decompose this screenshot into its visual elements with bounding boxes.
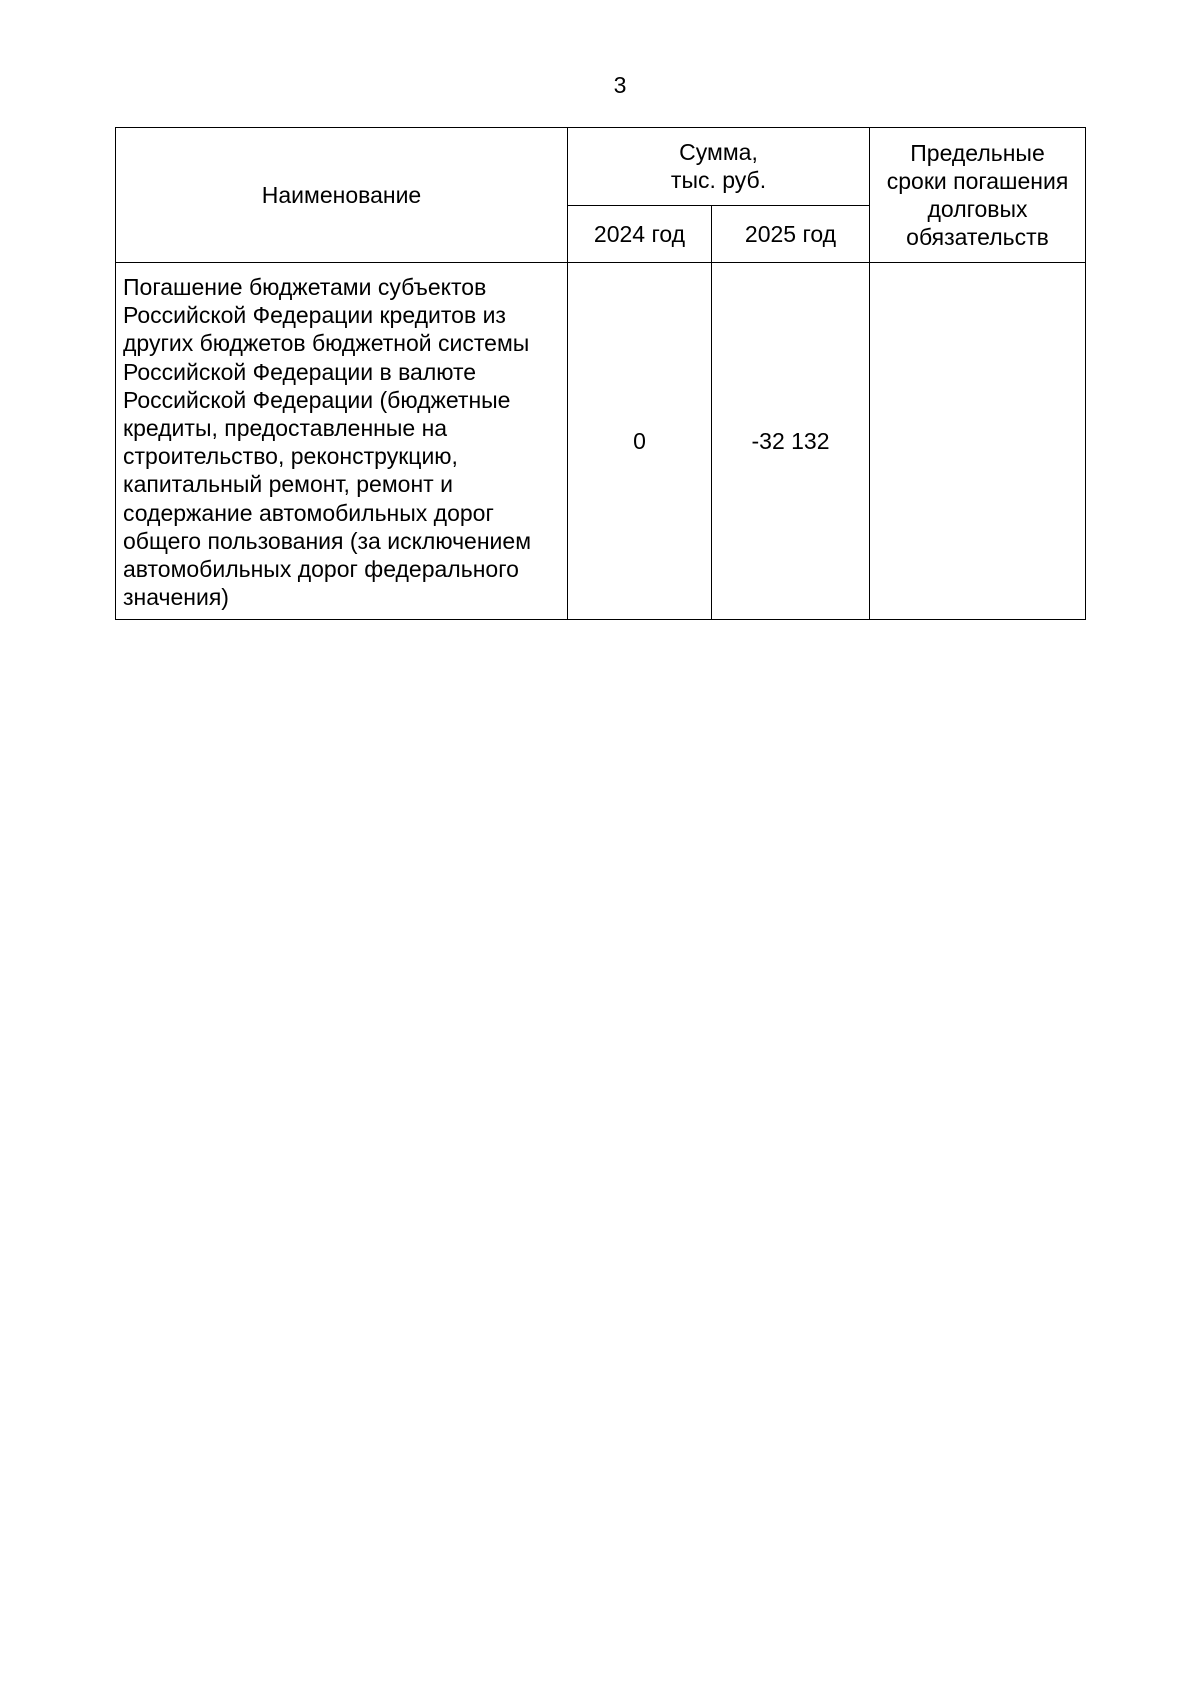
header-repayment-term <box>870 128 1086 263</box>
row-name-line: кредиты, предоставленные на <box>123 415 448 442</box>
header-term-line2: сроки погашения <box>886 168 1069 194</box>
header-year-2025: 2025 год <box>712 205 870 262</box>
table-row <box>116 263 1086 620</box>
debt-repayment-table <box>115 127 1086 620</box>
header-term-line1: Предельные <box>910 140 1045 166</box>
row-value-2024: 0 <box>568 263 712 620</box>
row-repayment-term <box>870 263 1086 620</box>
header-sum-line2: тыс. руб. <box>670 167 767 194</box>
header-row-top <box>116 128 1086 206</box>
header-term-line4: обязательств <box>906 224 1049 250</box>
row-name-line: автомобильных дорог федерального <box>123 556 519 583</box>
row-name-line: капитальный ремонт, ремонт и <box>123 471 453 498</box>
header-year-2024: 2024 год <box>568 205 712 262</box>
header-name: Наименование <box>116 128 568 263</box>
header-term-line3: долговых <box>927 196 1028 222</box>
row-name-line: строительство, реконструкцию, <box>123 443 458 470</box>
row-name-line: других бюджетов бюджетной системы <box>123 330 530 357</box>
row-name-line: общего пользования (за исключением <box>123 527 532 554</box>
page-number: 3 <box>613 72 627 98</box>
header-sum-line1: Сумма, <box>679 139 758 166</box>
row-value-2025: -32 132 <box>712 263 870 620</box>
row-name-cell <box>116 263 568 620</box>
row-name-line: содержание автомобильных дорог <box>123 499 494 526</box>
row-name-line: Российской Федерации (бюджетные <box>123 386 511 413</box>
header-sum <box>568 128 870 206</box>
row-name-line: Российской Федерации кредитов из <box>123 302 506 329</box>
row-name-line: значения) <box>123 584 229 611</box>
row-name-line: Погашение бюджетами субъектов <box>123 274 487 300</box>
row-name-line: Российской Федерации в валюте <box>123 358 477 385</box>
